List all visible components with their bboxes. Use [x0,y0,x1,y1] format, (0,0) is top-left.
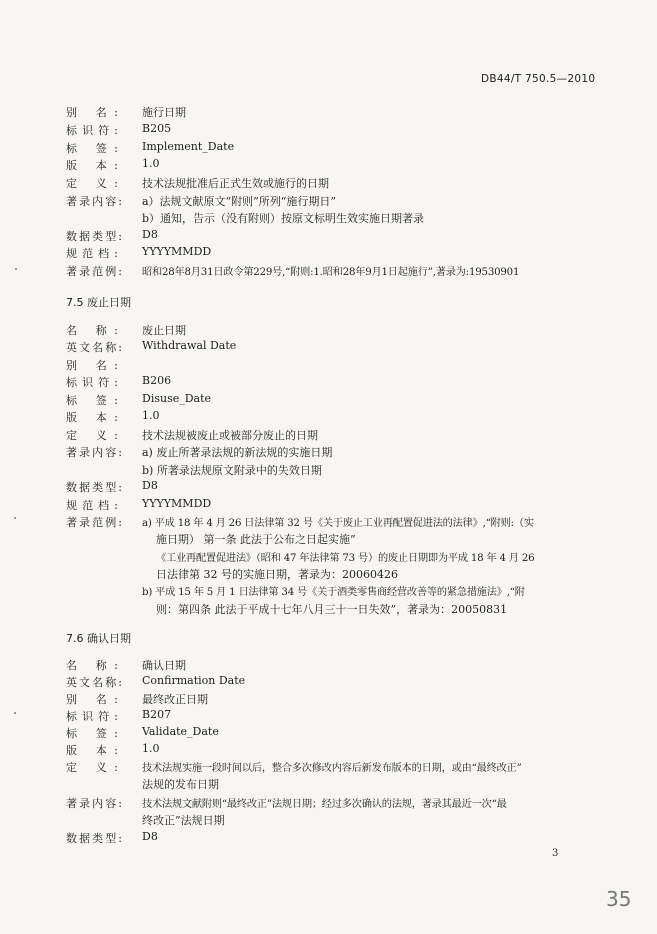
name-value: 确认日期 [142,659,186,672]
scan-speck [14,712,16,714]
version-value: 1.0 [142,157,160,170]
english-name-value: Withdrawal Date [142,339,237,352]
example-a-line-1: a) 平成 18 年 4 月 26 日法律第 32 号《关于废止工业再配置促进法的法律》,“附则:（实 [142,518,534,529]
section-7-6-title: 7.6 确认日期 [66,632,131,645]
definition-line-1: 技术法规实施一段时间以后，整合多次修改内容后新发布版本的日期，或由“最终改正” [142,763,522,774]
definition-value: 技术法规被废止或被部分废止的日期 [142,429,318,442]
identifier-label: 标识符: [66,710,118,723]
english-name-value: Confirmation Date [142,674,246,687]
tag-label: 标 签: [66,142,118,155]
format-label: 规范档: [66,247,118,260]
example-b-line-1: b) 平成 15 年 5 月 1 日法律第 34 号《关于酒类零售商经营改善等的紧急措施法》,“附 [142,587,525,598]
alias-label: 别 名: [66,106,118,119]
data-type-value: D8 [142,479,158,492]
tag-label: 标 签: [66,727,118,740]
example-label: 著录范例: [66,265,122,278]
example-b-line-2: 则：第四条 此法于平成十七年八月三十一日失效”，著录为：20050831 [156,603,508,616]
version-label: 版 本: [66,744,118,757]
definition-label: 定 义: [66,761,118,774]
identifier-value: B206 [142,374,172,387]
identifier-label: 标识符: [66,124,118,137]
definition-label: 定 义: [66,177,118,190]
english-name-label: 英文名称: [66,676,122,689]
recording-content-label: 著录内容: [66,797,122,810]
format-value: YYYYMMDD [142,245,212,258]
recording-item-b: b) 所著录法规原文附录中的失效日期 [142,464,322,477]
recording-content-label: 著录内容: [66,195,122,208]
recording-content-label: 著录内容: [66,446,122,459]
version-value: 1.0 [142,742,160,755]
tag-value: Implement_Date [142,140,235,153]
scan-speck [15,268,17,270]
alias-value: 施行日期 [142,106,186,119]
definition-line-2: 法规的发布日期 [142,778,219,791]
example-a-line-4: 日法律第 32 号的实施日期，著录为：20060426 [156,568,398,581]
data-type-value: D8 [142,830,158,843]
tag-label: 标 签: [66,394,118,407]
section-7-5-title: 7.5 废止日期 [66,296,131,309]
page-number: 3 [552,848,559,859]
alias-label: 别 名: [66,359,118,372]
alias-label: 别 名: [66,693,118,706]
format-label: 规范档: [66,499,118,512]
version-value: 1.0 [142,409,160,422]
name-value: 废止日期 [142,324,186,337]
page-stamp: 35 [606,887,632,911]
identifier-value: B207 [142,708,172,721]
recording-item-a: a) 废止所著录法规的新法规的实施日期 [142,446,333,459]
scan-speck [14,517,16,519]
english-name-label: 英文名称: [66,341,122,354]
alias-value: 最终改正日期 [142,693,208,706]
example-value: 昭和28年8月31日政令第229号,“附则:1.昭和28年9月1日起施行”,著录为:19530901 [142,267,520,278]
recording-line-2: 终改正”法规日期 [142,814,225,827]
definition-value: 技术法规批准后正式生效或施行的日期 [142,177,329,190]
tag-value: Disuse_Date [142,392,212,405]
version-label: 版 本: [66,411,118,424]
standard-code: DB44/T 750.5—2010 [481,73,596,85]
recording-line-1: 技术法规文献附则“最终改正”法规日期；经过多次确认的法规，著录其最近一次“最 [142,799,507,810]
data-type-value: D8 [142,228,158,241]
format-value: YYYYMMDD [142,497,212,510]
recording-item-b: b）通知，告示（没有附则）按原文标明生效实施日期著录 [142,212,425,225]
identifier-label: 标识符: [66,376,118,389]
example-a-line-3: 《工业再配置促进法》（昭和 47 年法律第 73 号）的废止日期即为平成 18 年 4 月 26 [156,553,535,564]
recording-item-a: a）法规文献原文“附则”所列“施行期日” [142,195,337,208]
data-type-label: 数据类型: [66,832,122,845]
name-label: 名 称: [66,324,118,337]
example-label: 著录范例: [66,516,122,529]
data-type-label: 数据类型: [66,230,122,243]
tag-value: Validate_Date [142,725,219,738]
name-label: 名 称: [66,659,118,672]
example-a-line-2: 施日期） 第一条 此法于公布之日起实施” [156,533,356,546]
version-label: 版 本: [66,159,118,172]
identifier-value: B205 [142,122,172,135]
definition-label: 定 义: [66,429,118,442]
data-type-label: 数据类型: [66,481,122,494]
